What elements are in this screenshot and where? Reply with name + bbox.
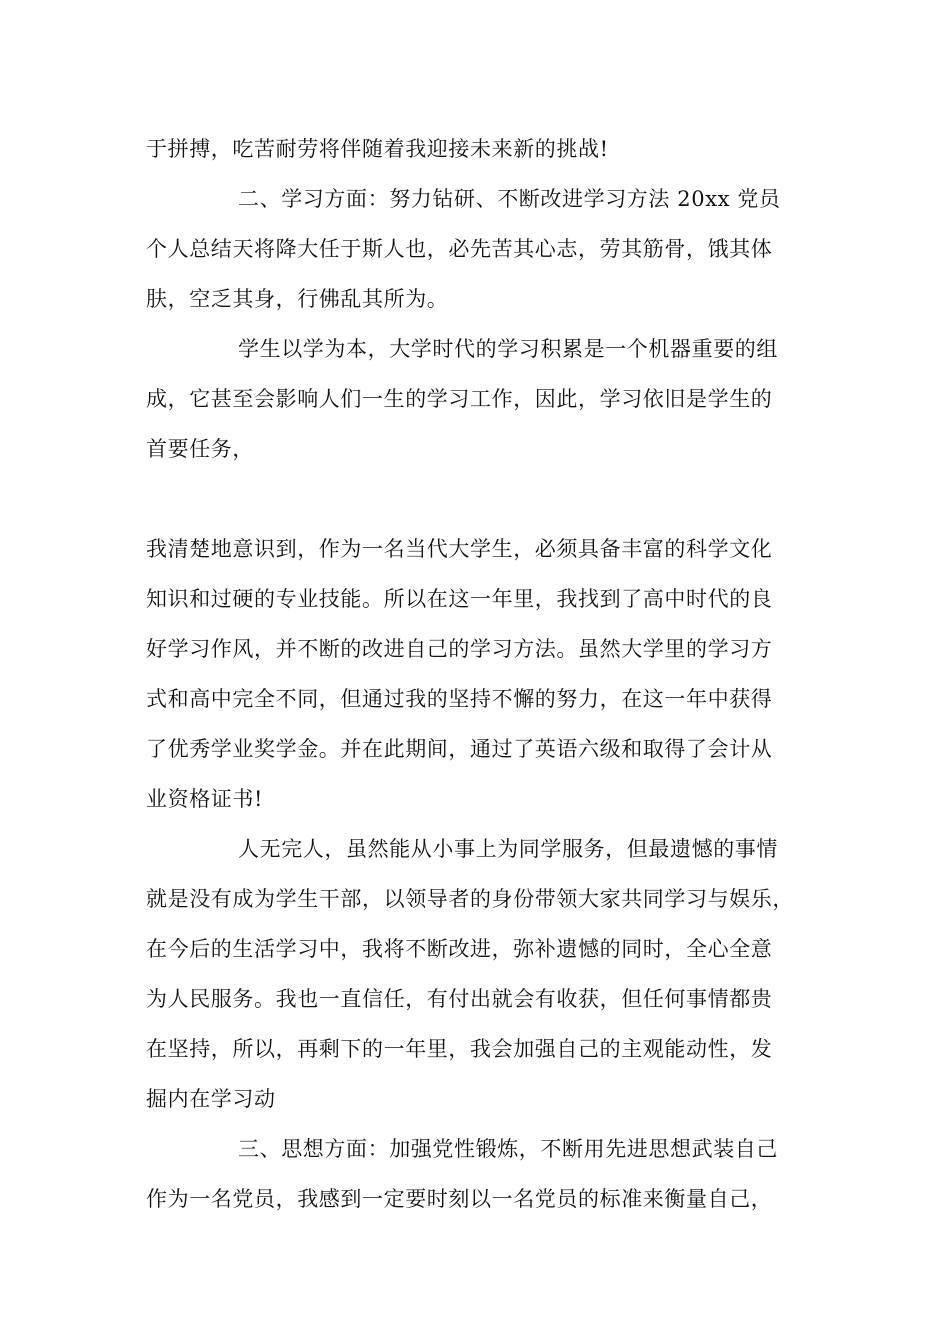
paragraph-start: 我清楚地意识到，作为一名当代大学生，必须具备丰富的科学文化 bbox=[146, 537, 773, 561]
text-line: 成，它甚至会影响人们一生的学习工作，因此，学习依旧是学生的 bbox=[146, 387, 773, 411]
text-line: 就是没有成为学生干部，以领导者的身份带领大家共同学习与娱乐， bbox=[146, 887, 794, 911]
text-line: 首要任务， bbox=[146, 437, 254, 461]
text-line: 好学习作风，并不断的改进自己的学习方法。虽然大学里的学习方 bbox=[146, 637, 773, 661]
text-line: 式和高中完全不同，但通过我的坚持不懈的努力，在这一年中获得 bbox=[146, 687, 773, 711]
text-line: 业资格证书! bbox=[146, 787, 264, 811]
text-line: 为人民服务。我也一直信任，有付出就会有收获，但任何事情都贵 bbox=[146, 987, 773, 1011]
text-line: 肤，空乏其身，行佛乱其所为。 bbox=[146, 287, 449, 311]
text-line: 个人总结天将降大任于斯人也，必先苦其心志，劳其筋骨，饿其体 bbox=[146, 237, 773, 261]
text-line: 作为一名党员，我感到一定要时刻以一名党员的标准来衡量自己， bbox=[146, 1187, 773, 1211]
text-line: 了优秀学业奖学金。并在此期间，通过了英语六级和取得了会计从 bbox=[146, 737, 773, 761]
text-line: 于拼搏，吃苦耐劳将伴随着我迎接未来新的挑战! bbox=[146, 137, 609, 161]
text-line: 掘内在学习动 bbox=[146, 1087, 276, 1111]
section-heading-study: 二、学习方面：努力钻研、不断改进学习方法 20xx 党员 bbox=[238, 187, 781, 211]
text-line: 在今后的生活学习中，我将不断改进，弥补遗憾的同时，全心全意 bbox=[146, 937, 773, 961]
paragraph-start: 学生以学为本，大学时代的学习积累是一个机器重要的组 bbox=[238, 337, 778, 361]
text-line: 在坚持，所以，再剩下的一年里，我会加强自己的主观能动性，发 bbox=[146, 1037, 773, 1061]
paragraph-start: 人无完人，虽然能从小事上为同学服务，但最遗憾的事情 bbox=[238, 837, 778, 861]
section-heading-thought: 三、思想方面：加强党性锻炼，不断用先进思想武装自己 bbox=[238, 1137, 778, 1161]
text-line: 知识和过硬的专业技能。所以在这一年里，我找到了高中时代的良 bbox=[146, 587, 773, 611]
